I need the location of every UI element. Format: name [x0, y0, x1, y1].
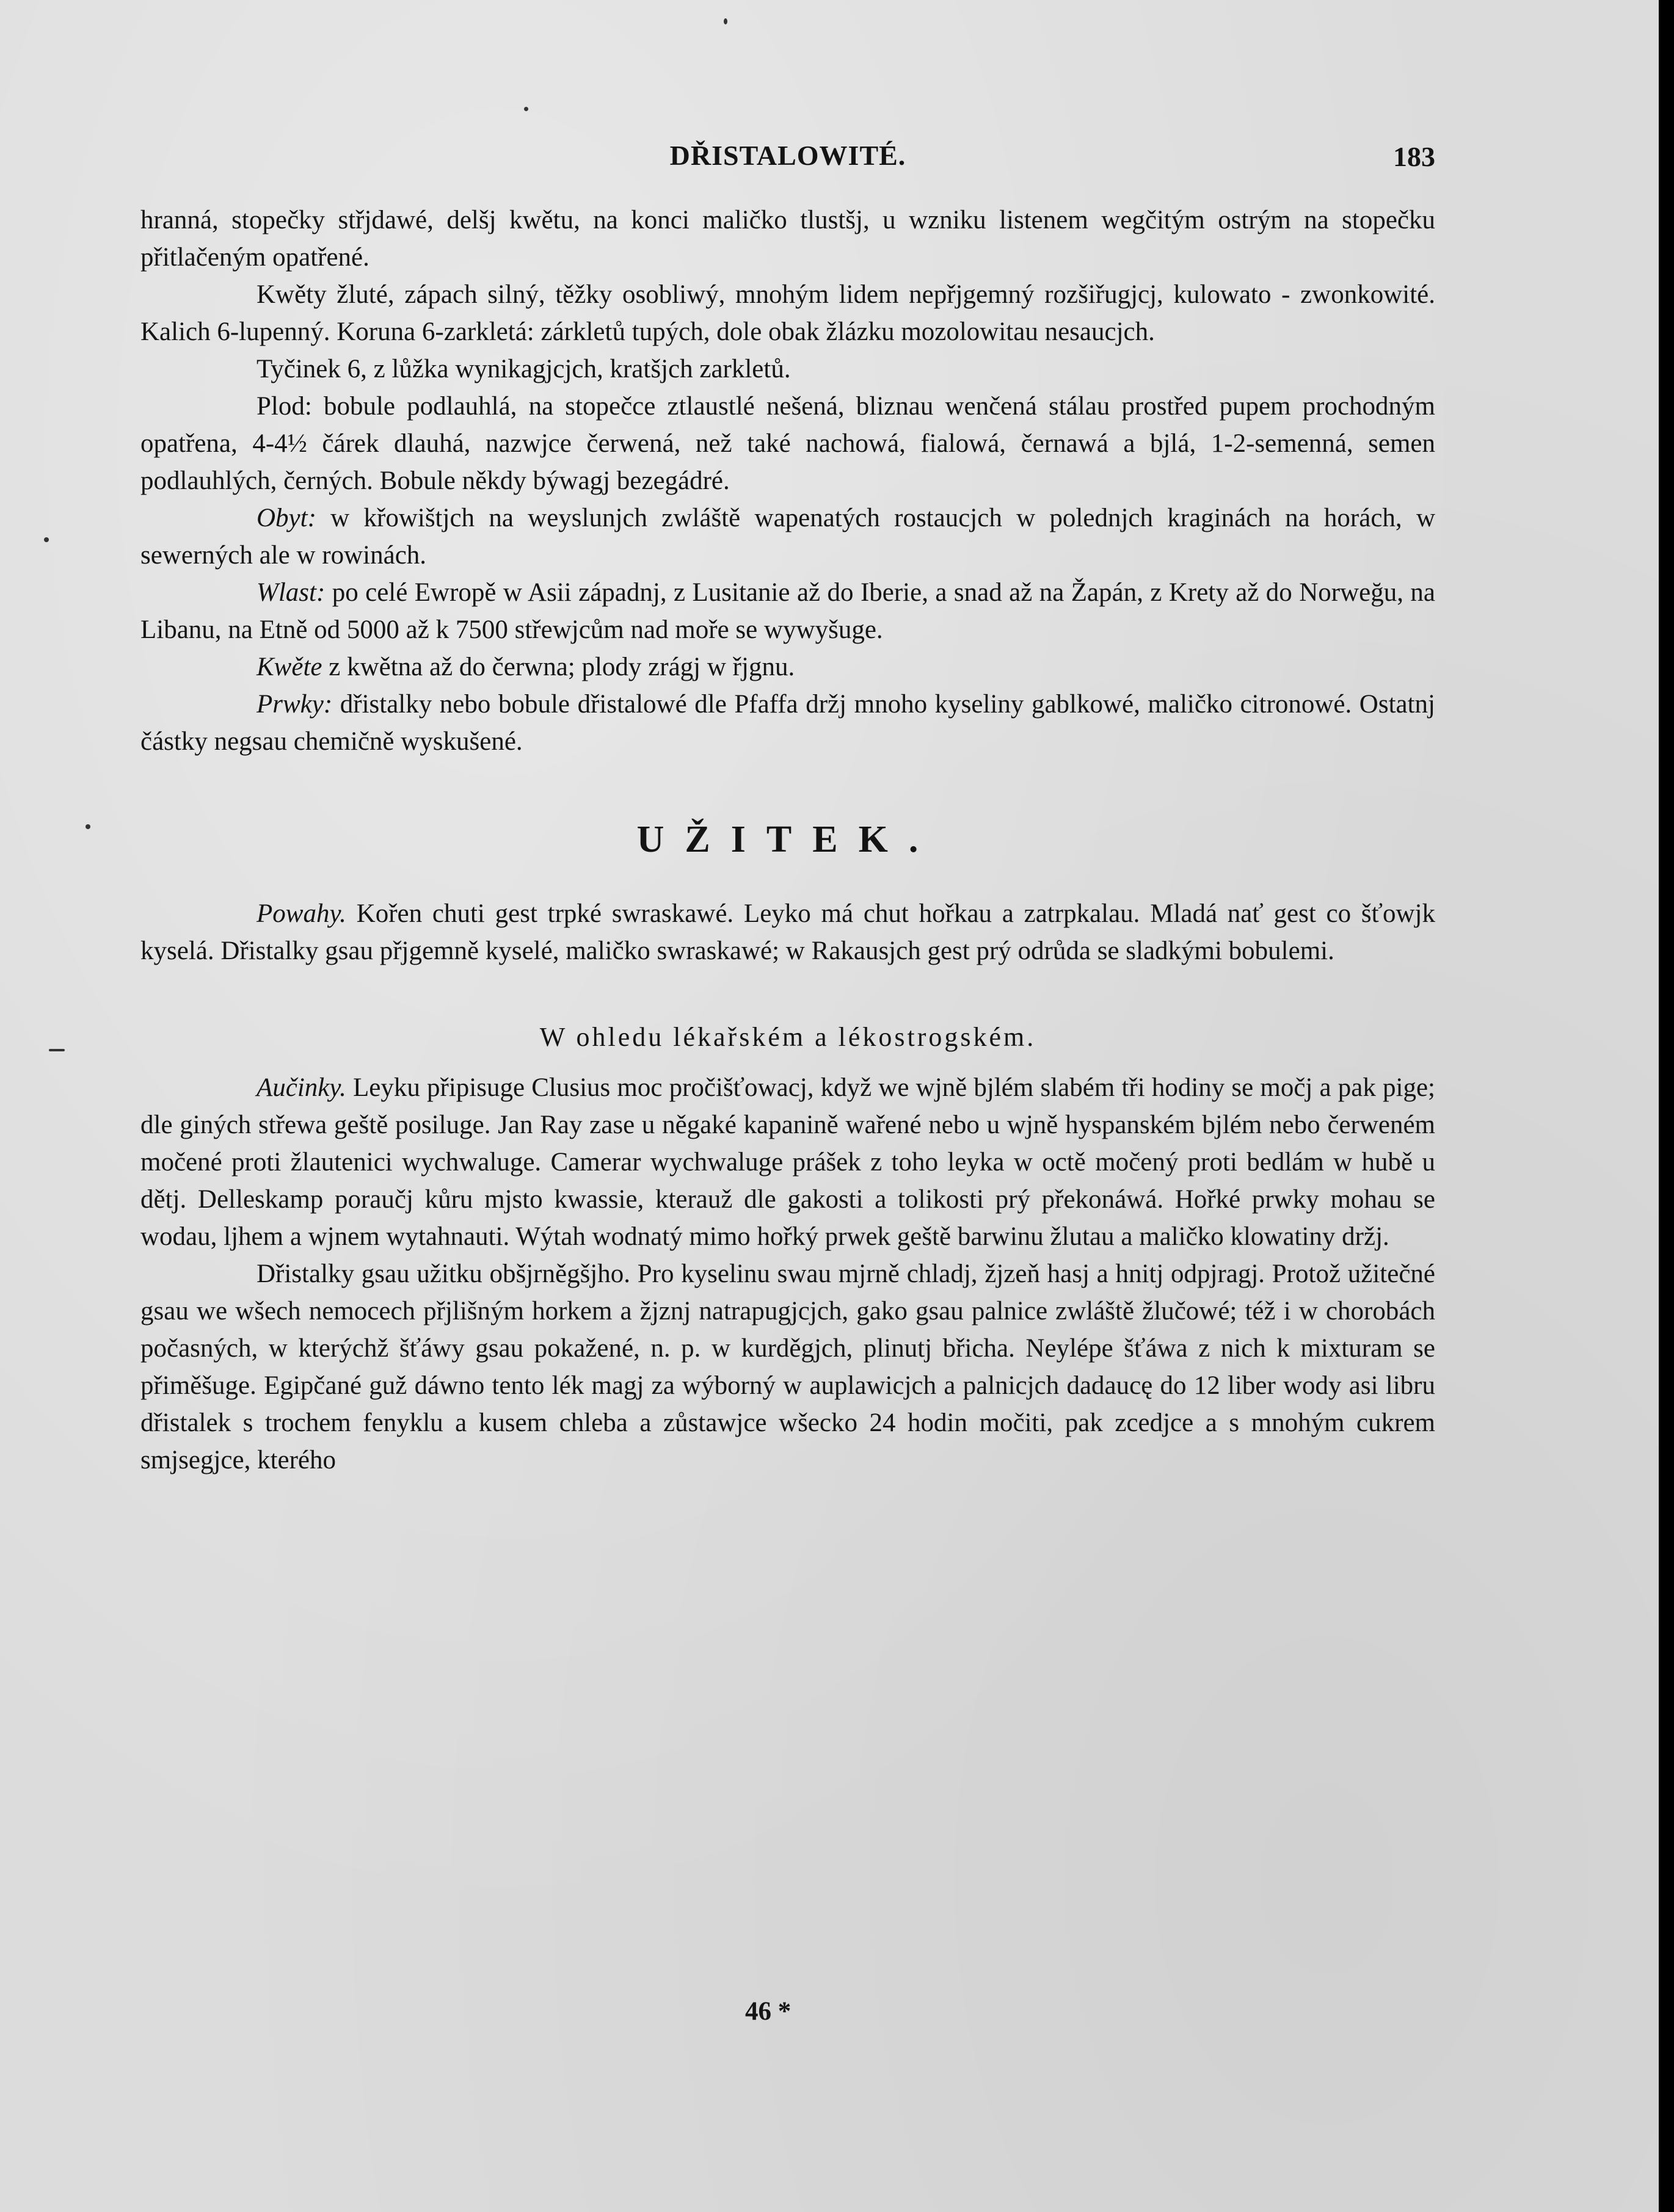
paragraph [140, 388, 1435, 499]
paragraph-text: Tyčinek 6, z lůžka wynikagjcjch, kratšjch zarkletů. [257, 355, 791, 383]
section-heading: UŽITEK. [636, 819, 939, 860]
paragraph [140, 1069, 1435, 1255]
paragraph [140, 350, 1435, 388]
paragraph-lead: Aučinky. [257, 1073, 346, 1102]
paragraph [140, 686, 1435, 760]
top-paragraphs [140, 201, 1435, 760]
paragraph-text: Kořen chuti gest trpké swraskawé. Leyko má chut hořkau a zatrpkalau. Mladá nať gest co šťowjk kyselá. Dřistalky gsau přjgemně kyselé, maličko swraskawé; w Rakausjch gest prý odrůda se sladkými bobulemi. [140, 899, 1435, 965]
paragraph-lead: Kwěte [257, 653, 322, 681]
paragraph [140, 574, 1435, 648]
paragraph-text: Leyku připisuge Clusius moc pročišťowacj, když we wjně bjlém slabém tři hodiny se močj a pak pige; dle giných střewa geště posiluge. Jan Ray zase u něgaké kapanině wařené nebo u wjně hyspanském bjlém nebo čerweném močené proti žlautenici wychwaluge. Camerar wychwaluge prášek z toho leyka w octě močený proti bedlám w hubě u dětj. Delleskamp poraučj kůru mjsto kwassie, kterauž dle gakosti a tolikosti prý překonáwá. Hořké prwky mohau se wodau, ljhem a wjnem wytahnauti. Wýtah wodnatý mimo hořký prwek geště barwinu žlutau a maličko klowatiny držj. [140, 1073, 1435, 1251]
middle-paragraphs [140, 895, 1435, 970]
paragraph-text: hranná, stopečky střjdawé, delšj kwětu, na konci maličko tlustšj, u wzniku listenem wegčitým ostrým na stopečku přitlačeným opatřené. [140, 206, 1435, 272]
signature-mark: 46 * [745, 1997, 792, 2026]
paragraph-text: Dřistalky gsau užitku obšjrněgšjho. Pro kyselinu swau mjrně chladj, žjzeň hasj a hnitj odpjragj. Protož užitečné gsau we wšech nemocech přjlišným horkem a žjznj natrapugjcjch, gako gsau palnice zwláště žlučowé; též i w chorobách počasných, w kterýchž šťáwy gsau pokažené, n. p. w kurděgjch, plinutj břicha. Neylépe šťáwa z nich k mixturam se přiměšuge. Egipčané guž dáwno tento lék magj za wýborný w auplawicjch a palnicjch dadaucę do 12 liber wody asi libru dřistalek s trochem fenyklu a kusem chleba a zůstawjce wšecko 24 hodin močiti, pak zcedjce a s mnohým cukrem smjsegjce, kterého [140, 1260, 1435, 1474]
paragraph-text: w křowištjch na weyslunjch zwláště wapenatých rostaucjch w polednjch kraginách na horách, w sewerných ale w rowinách. [140, 504, 1435, 570]
body-text [140, 201, 1435, 1479]
running-title: DŘISTALOWITÉ. [669, 140, 906, 171]
paragraph [140, 648, 1435, 686]
paragraph-lead: Wlast: [257, 578, 326, 607]
page-header [140, 139, 1435, 182]
paragraph [140, 201, 1435, 276]
paragraph-text: Kwěty žluté, zápach silný, těžky osobliwý, mnohým lidem nepřjgemný rozšiřugjcj, kulowato - zwonkowité. Kalich 6-lupenný. Koruna 6-zarkletá: zárkletů tupých, dole obak žlázku mozolowitau nesaucjch. [140, 280, 1435, 346]
speck-mark [86, 824, 90, 829]
page-number: 183 [1393, 141, 1435, 172]
bottom-paragraphs [140, 1069, 1435, 1479]
sub-heading: W ohledu lékařském a lékostrogském. [539, 1022, 1036, 1052]
paragraph [140, 895, 1435, 970]
speck-mark [724, 18, 727, 24]
paragraph-text: dřistalky nebo bobule dřistalowé dle Pfaffa držj mnoho kyseliny gablkowé, maličko citronowé. Ostatnj částky negsau chemičně wyskušené. [140, 690, 1435, 756]
speck-mark [49, 1049, 65, 1051]
paragraph-text: po celé Ewropě w Asii západnj, z Lusitanie až do Iberie, a snad až na Žapán, z Krety až do Norweğu, na Libanu, na Etně od 5000 až k 7500 střewjcům nad moře se wywyšuge. [140, 578, 1435, 644]
paragraph-text: z kwětna až do čerwna; plody zrágj w řjgnu. [322, 653, 795, 681]
speck-mark [44, 537, 49, 542]
paragraph-lead: Powahy. [257, 899, 346, 928]
paragraph [140, 499, 1435, 574]
speck-mark [524, 107, 528, 111]
paragraph-lead: Obyt: [257, 504, 316, 532]
paragraph [140, 276, 1435, 350]
paragraph-lead: Prwky: [257, 690, 333, 719]
paragraph [140, 1255, 1435, 1479]
paragraph-text: Plod: bobule podlauhlá, na stopečce ztlaustlé nešená, bliznau wenčená stálau prostřed pupem prochodným opatřena, 4-4½ čárek dlauhá, nazwjce čerwená, než také nachowá, fialowá, černawá a bjlá, 1-2-semenná, semen podlauhlých, černých. Bobule někdy býwagj bezegádré. [140, 392, 1435, 495]
